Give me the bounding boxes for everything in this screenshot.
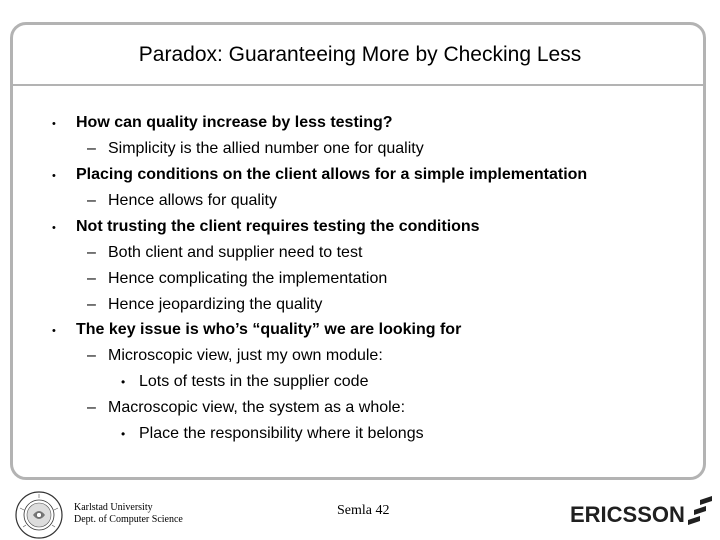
dash-marker: – bbox=[87, 192, 96, 209]
bullet-marker: • bbox=[52, 118, 56, 130]
sub-bullet-item: Hence complicating the implementation bbox=[108, 270, 388, 287]
dash-marker: – bbox=[87, 140, 96, 157]
bullet-marker: • bbox=[52, 222, 56, 234]
sub-sub-bullet-item: Lots of tests in the supplier code bbox=[139, 373, 369, 390]
slide-number: Semla 42 bbox=[337, 503, 390, 518]
university-seal-logo bbox=[11, 490, 67, 540]
bullet-marker: • bbox=[52, 325, 56, 337]
dash-marker: – bbox=[87, 399, 96, 416]
sub-sub-bullet-item: Place the responsibility where it belongs bbox=[139, 425, 424, 442]
dash-marker: – bbox=[87, 347, 96, 364]
sub-sub-bullet-marker: • bbox=[121, 375, 126, 389]
sub-bullet-item: Hence jeopardizing the quality bbox=[108, 296, 323, 313]
ericsson-wordmark: ERICSSON bbox=[570, 502, 685, 527]
bullet-item: How can quality increase by less testing? bbox=[76, 114, 393, 131]
dash-marker: – bbox=[87, 270, 96, 287]
ericsson-logo-icon bbox=[686, 496, 716, 532]
bullet-item: Placing conditions on the client allows for a simple implementation bbox=[76, 166, 588, 183]
sub-bullet-item: Macroscopic view, the system as a whole: bbox=[108, 399, 406, 416]
sub-bullet-item: Simplicity is the allied number one for quality bbox=[108, 140, 424, 157]
footer-university bbox=[74, 502, 183, 526]
sub-bullet-item: Both client and supplier need to test bbox=[108, 244, 363, 261]
bullet-item: Not trusting the client requires testing the conditions bbox=[76, 218, 480, 235]
sub-sub-bullet-marker: • bbox=[121, 427, 126, 441]
sub-bullet-item: Hence allows for quality bbox=[108, 192, 277, 209]
slide-title: Paradox: Guaranteeing More by Checking Less bbox=[138, 43, 582, 66]
dash-marker: – bbox=[87, 244, 96, 261]
department-name: Dept. of Computer Science bbox=[74, 514, 183, 525]
sub-bullet-item: Microscopic view, just my own module: bbox=[108, 347, 383, 364]
university-name: Karlstad University bbox=[74, 502, 153, 513]
dash-marker: – bbox=[87, 296, 96, 313]
bullet-item: The key issue is who’s “quality” we are looking for bbox=[76, 321, 462, 338]
bullet-marker: • bbox=[52, 170, 56, 182]
